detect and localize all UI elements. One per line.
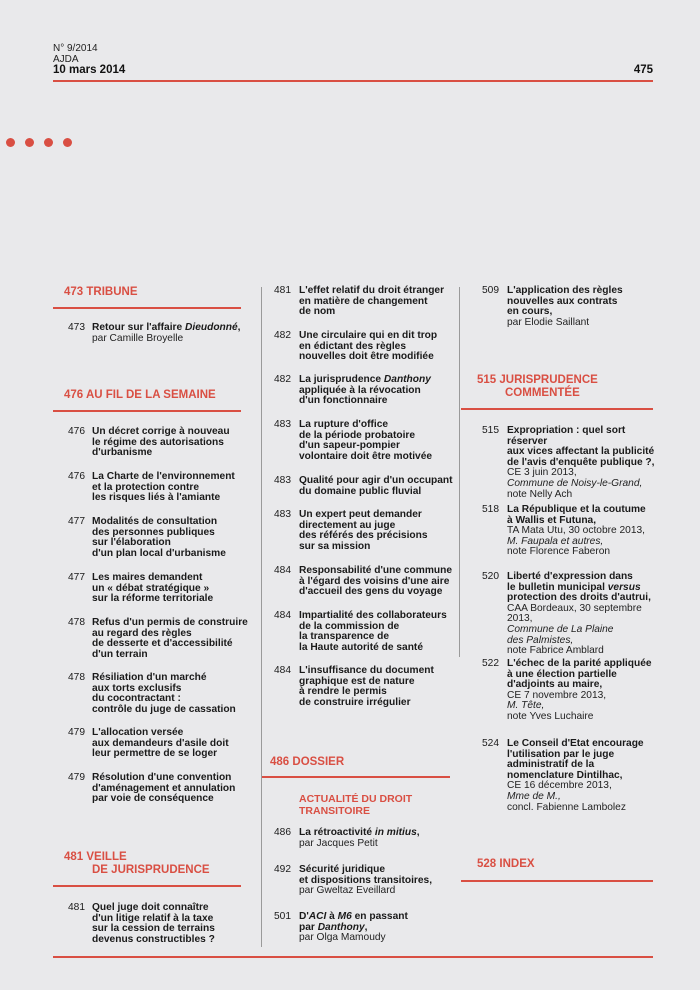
entry-title-line: protection des droits d'autrui, (507, 592, 651, 604)
entry-title-line: nouvelles aux contrats (507, 295, 618, 307)
entry-case-name: Commune de La Plaine (507, 623, 614, 635)
entry-title-line: d'urbanisme (92, 447, 153, 459)
entry-case-name: Mme de M., (507, 790, 561, 802)
entry-title-line: Liberté d'expression dans (507, 571, 633, 582)
entry-title-line: le bulletin municipal versus (507, 581, 641, 593)
entry-title-line: graphique est de nature (299, 675, 415, 687)
entry-page: 482 (274, 330, 291, 341)
entry-title-line: Le Conseil d'Etat encourage (507, 738, 644, 749)
entry-title-line: en cours, (507, 306, 553, 318)
entry-reference: CE 7 novembre 2013, (507, 689, 607, 701)
entry-title-line: d'un fonctionnaire (299, 395, 388, 407)
entry-page: 484 (274, 565, 291, 576)
entry-title-line: d'un sapeur-pompier (299, 440, 400, 452)
entry-title-line: Expropriation : quel sort réserver (507, 425, 626, 447)
entry-title-line: les risques liés à l'amiante (92, 492, 221, 504)
section-number: 528 (477, 858, 497, 870)
entry-title-line: Un expert peut demander (299, 509, 422, 520)
footer-rule (53, 956, 653, 958)
entry-title-line: Sécurité juridique (299, 864, 386, 875)
entry-title-line: administratif de la (507, 759, 595, 771)
entry-author: par Jacques Petit (299, 837, 378, 849)
entry-title-line: Une circulaire qui en dit trop (299, 330, 438, 341)
entry-title-line: sur sa mission (299, 540, 371, 552)
entry-case-name: des Palmistes, (507, 634, 574, 646)
entry-page: 483 (274, 509, 291, 520)
entry-title-line: de l'avis d'enquête publique ?, (507, 456, 655, 468)
section-rule (53, 307, 241, 309)
entry-title-line: par voie de conséquence (92, 793, 214, 805)
entry-title-line: sur la cession de terrains (92, 923, 215, 935)
entry-note: note Fabrice Amblard (507, 645, 604, 657)
entry-title-line: de la période probatoire (299, 429, 416, 441)
entry-title-line: à rendre le permis (299, 686, 387, 698)
entry-title: La rétroactivité in mitius, (299, 827, 420, 838)
entry-title-line: Responsabilité d'une commune (299, 565, 452, 576)
entry-title-line: et dispositions transitoires, (299, 874, 433, 886)
entry-title-line: L'application des règles (507, 285, 623, 296)
dot-icon (6, 138, 15, 147)
entry-reference: TA Mata Utu, 30 octobre 2013, (507, 525, 645, 537)
entry-note: note Yves Luchaire (507, 710, 594, 722)
section-rule (53, 410, 241, 412)
section-juris-heading[interactable] (477, 374, 598, 400)
entry-title-line: Quel juge doit connaître (92, 902, 209, 913)
entry-page: 477 (68, 516, 85, 527)
entry-title-line: Qualité pour agir d'un occupant (299, 475, 453, 486)
entry-title-line: un « débat stratégique » (92, 582, 210, 594)
entry-title-line: sur la réforme territoriale (92, 593, 214, 605)
entry-page: 477 (68, 572, 85, 583)
entry-page: 476 (68, 426, 85, 437)
journal-name: AJDA (53, 54, 79, 65)
section-veille-heading[interactable] (64, 851, 210, 877)
section-label: INDEX (499, 858, 535, 870)
entry-page: 484 (274, 665, 291, 676)
issue-info (53, 43, 98, 65)
entry-title-line: La jurisprudence Danthony (299, 374, 431, 385)
entry-title-line: aux vices affectant la publicité (507, 446, 655, 458)
section-rule (262, 776, 450, 778)
dot-icon (44, 138, 53, 147)
entry-author: par Camille Broyelle (92, 332, 184, 344)
entry-title-line: La Charte de l'environnement (92, 471, 235, 482)
entry-title-line: en édictant des règles (299, 340, 407, 352)
entry-title-line: de construire irrégulier (299, 696, 411, 708)
entry-title-line: des référés des précisions (299, 530, 428, 542)
entry-page: 483 (274, 419, 291, 430)
entry-title-line: volontaire doit être motivée (299, 450, 433, 462)
entry-title-line: Un décret corrige à nouveau (92, 426, 230, 437)
entry-title-line: d'aménagement et annulation (92, 782, 236, 794)
entry-page: 482 (274, 374, 291, 385)
issue-date: 10 mars 2014 (53, 64, 126, 76)
entry-title-line: d'un litige relatif à la taxe (92, 912, 214, 924)
issue-number: N° 9/2014 (53, 43, 98, 54)
entry-title-line: L'effet relatif du droit étranger (299, 285, 445, 296)
entry-note: note Florence Faberon (507, 546, 611, 558)
entry-title-line: de la commission de (299, 620, 400, 632)
entry-title-line: en matière de changement (299, 295, 428, 307)
entry-reference: CE 16 décembre 2013, (507, 780, 612, 792)
entry-title-line: Résiliation d'un marché (92, 672, 207, 683)
entry-title-line: à une élection partielle (507, 668, 617, 680)
entry-page: 481 (68, 902, 85, 913)
entry-page: 483 (274, 475, 291, 486)
entry-page: 524 (482, 738, 499, 749)
entry-page: 478 (68, 617, 85, 628)
entry-title-line: du domaine public fluvial (299, 485, 422, 497)
entry-title-line: L'insuffisance du document (299, 665, 434, 676)
entry-title-line: La République et la coutume (507, 504, 646, 515)
section-number: 473 (64, 286, 84, 298)
entry-page: 478 (68, 672, 85, 683)
entry-page: 492 (274, 864, 291, 875)
entry-title-line: des personnes publiques (92, 526, 215, 538)
entry-title-line: contrôle du juge de cassation (92, 703, 236, 715)
section-index-heading[interactable] (477, 858, 535, 871)
entry-title-line: à Wallis et Futuna, (507, 514, 597, 526)
entry-title-line: L'échec de la parité appliquée (507, 658, 652, 669)
entry-page: 481 (274, 285, 291, 296)
dossier-subtitle: ACTUALITÉ DU DROIT TRANSITOIRE (299, 793, 413, 817)
column-divider (459, 287, 460, 657)
entry-title-line: Modalités de consultation (92, 516, 218, 527)
entry-title-line: de nom (299, 306, 336, 318)
section-label-line2: DE JURISPRUDENCE (92, 864, 210, 876)
section-label-line2: COMMENTÉE (505, 387, 580, 399)
entry-title-line: nomenclature Dintilhac, (507, 769, 623, 781)
entry-title-line: appliquée à la révocation (299, 384, 421, 396)
entry-title: D'ACI à M6 en passant (299, 911, 408, 922)
entry-case-name: M. Faupala et autres, (507, 535, 604, 547)
entry-title-line: Refus d'un permis de construire (92, 617, 248, 628)
section-semaine-heading[interactable] (64, 389, 216, 402)
entry-page: 509 (482, 285, 499, 296)
section-rule (53, 885, 241, 887)
section-label: JURISPRUDENCE (499, 374, 598, 386)
entry-page: 476 (68, 471, 85, 482)
entry-title-line: directement au juge (299, 519, 396, 531)
entry-title-line: d'accueil des gens du voyage (299, 586, 443, 598)
section-dossier-heading[interactable] (270, 756, 344, 769)
entry-title-line: d'un plan local d'urbanisme (92, 547, 226, 559)
entry-author: par Gweltaz Eveillard (299, 885, 396, 897)
dot-icon (63, 138, 72, 147)
entry-title-line: d'adjoints au maire, (507, 679, 603, 691)
section-number: 486 (270, 756, 290, 768)
entry-title-line: de desserte et d'accessibilité (92, 638, 233, 650)
entry-title-line: au regard des règles (92, 627, 192, 639)
entry-page: 520 (482, 571, 499, 582)
column-divider (261, 287, 262, 947)
entry-title-line: L'allocation versée (92, 727, 184, 738)
entry-page: 515 (482, 425, 499, 436)
entry-page: 473 (68, 322, 85, 333)
entry-author: par Elodie Saillant (507, 316, 590, 328)
entry-title-line: Impartialité des collaborateurs (299, 610, 447, 621)
section-rule (461, 880, 653, 882)
entry-title-line: le régime des autorisations (92, 436, 224, 448)
entry-title-line: l'utilisation par le juge (507, 748, 615, 760)
entry-title-line: leur permettre de se loger (92, 748, 218, 760)
entry-case-name: M. Tête, (507, 700, 545, 712)
header-rule (53, 80, 653, 82)
section-number: 481 (64, 851, 84, 863)
entry-author: par Olga Mamoudy (299, 932, 386, 944)
entry-title-line: d'un terrain (92, 648, 148, 660)
entry-reference: CAA Bordeaux, 30 septembre 2013, (507, 602, 642, 625)
section-tribune-heading[interactable] (64, 286, 138, 299)
entry-page: 479 (68, 727, 85, 738)
entry-title-line: aux demandeurs d'asile doit (92, 737, 229, 749)
entry-title-line: la transparence de (299, 631, 390, 643)
entry-case-name: Commune de Noisy-le-Grand, (507, 477, 643, 489)
entry-page: 486 (274, 827, 291, 838)
entry-page: 501 (274, 911, 291, 922)
entry-reference: CE 3 juin 2013, (507, 467, 577, 479)
entry-title-line: nouvelles doit être modifiée (299, 351, 434, 363)
page-number: 475 (633, 64, 653, 76)
entry-title-line: Les maires demandent (92, 572, 203, 583)
entry-title-line: Résolution d'une convention (92, 772, 232, 783)
entry-page: 484 (274, 610, 291, 621)
section-rule (461, 408, 653, 410)
section-label: TRIBUNE (86, 286, 138, 298)
entry-title-line: La rupture d'office (299, 419, 389, 430)
section-label: DOSSIER (292, 756, 345, 768)
entry-title-line: à l'égard des voisins d'une aire (299, 575, 450, 587)
entry-title-line: sur l'élaboration (92, 537, 171, 549)
entry-title-line: du cocontractant : (92, 693, 181, 705)
entry-page: 518 (482, 504, 499, 515)
section-number: 515 (477, 374, 497, 386)
entry-title-line: la Haute autorité de santé (299, 641, 423, 653)
section-label: AU FIL DE LA SEMAINE (85, 389, 216, 401)
dot-icon (25, 138, 34, 147)
entry-note: concl. Fabienne Lambolez (507, 801, 626, 813)
entry-title-line: devenus constructibles ? (92, 933, 215, 945)
entry-title-line: et la protection contre (92, 481, 199, 493)
entry-title-line: aux torts exclusifs (92, 682, 182, 694)
entry-note: note Nelly Ach (507, 488, 573, 500)
decorative-dots (6, 134, 82, 152)
entry-title: Retour sur l'affaire Dieudonné, (92, 322, 241, 333)
entry-title-line: par Danthony, (299, 921, 368, 933)
entry-page: 479 (68, 772, 85, 783)
section-number: 476 (64, 389, 84, 401)
section-label: VEILLE (86, 851, 127, 863)
entry-page: 522 (482, 658, 499, 669)
